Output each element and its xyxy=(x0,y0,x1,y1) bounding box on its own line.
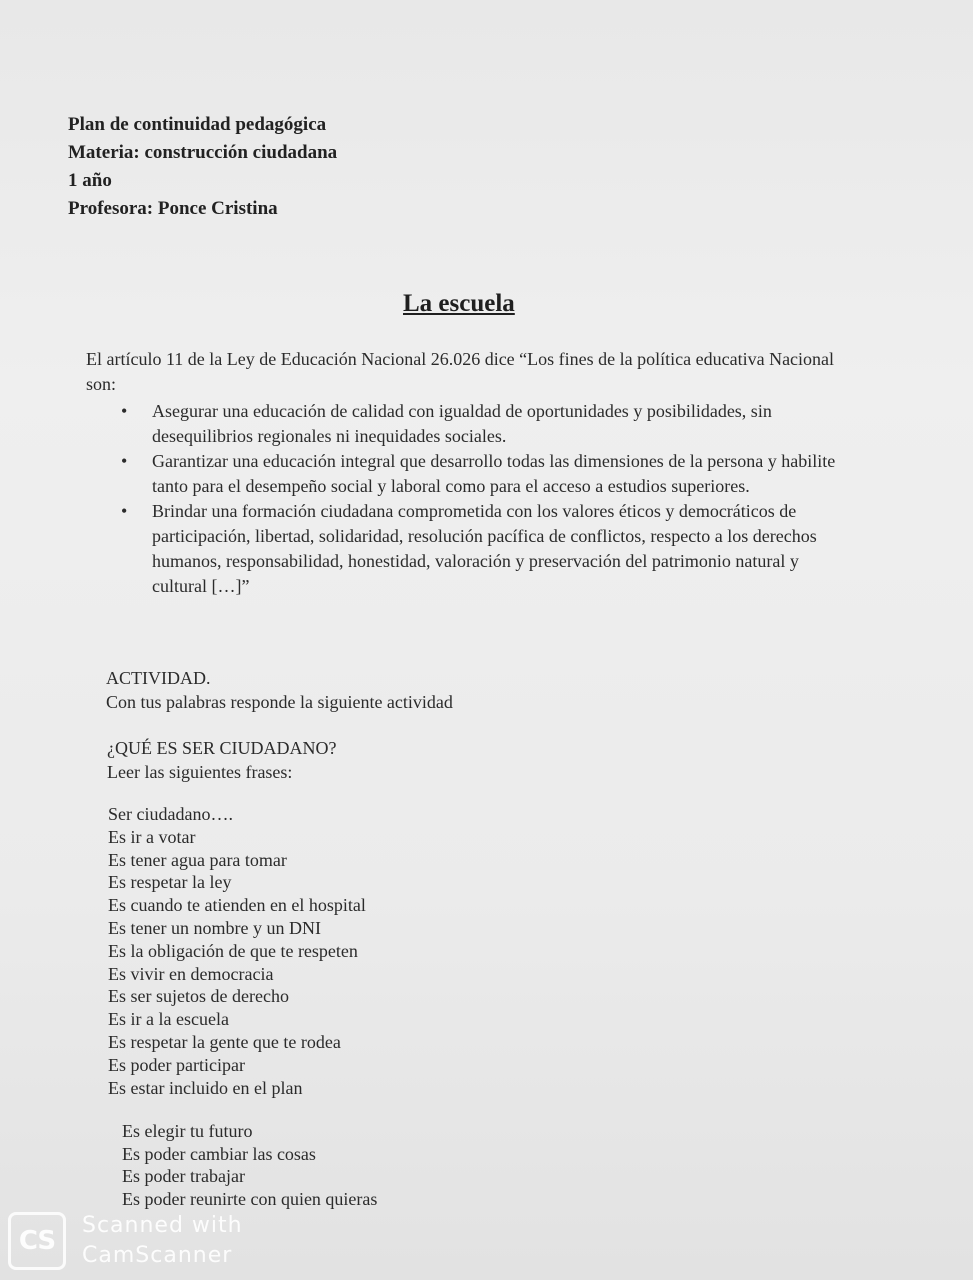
watermark-line-2: CamScanner xyxy=(82,1243,233,1268)
phrase-line: Es vivir en democracia xyxy=(108,963,274,984)
document-header xyxy=(68,111,337,223)
teacher-line: Profesora: Ponce Cristina xyxy=(68,198,278,219)
phrase-line: Es respetar la gente que te rodea xyxy=(108,1031,341,1052)
phrase-line: Es ir a la escuela xyxy=(108,1009,229,1030)
intro-paragraph: El artículo 11 de la Ley de Educación Nacional 26.026 dice “Los fines de la política educativa Nacional son: xyxy=(86,349,835,394)
list-item-text: Brindar una formación ciudadana comprometida con los valores éticos y democráticos de participación, libertad, solidaridad, resolución pacífica de conflictos, respecto a los derechos humanos, responsabilidad, honestidad, valoración y preservación del patrimonio natural y cultural […]” xyxy=(152,501,817,596)
activity-section xyxy=(106,666,453,714)
bullet-icon: • xyxy=(121,401,128,421)
phrase-line: Es poder cambiar las cosas xyxy=(122,1143,316,1164)
activity-heading: ACTIVIDAD. xyxy=(106,668,211,688)
bullet-icon: • xyxy=(121,451,128,471)
phrases-list-continued xyxy=(122,1120,377,1210)
phrase-line: Es respetar la ley xyxy=(108,872,232,893)
bullet-icon: • xyxy=(121,501,128,521)
phrase-line: Es ser sujetos de derecho xyxy=(108,986,289,1007)
phrase-line: Es poder participar xyxy=(108,1054,245,1075)
subject-line: Materia: construcción ciudadana xyxy=(68,142,338,163)
phrases-list xyxy=(108,803,366,1099)
list-item xyxy=(118,449,858,499)
camscanner-watermark xyxy=(8,1211,243,1271)
plan-title: Plan de continuidad pedagógica xyxy=(68,114,327,135)
list-item-text: Garantizar una educación integral que desarrollo todas las dimensiones de la persona y habilite tanto para el desempeño social y laboral como para el acceso a estudios superiores. xyxy=(152,451,836,496)
phrase-line: Es tener agua para tomar xyxy=(108,849,287,870)
phrase-line: Es elegir tu futuro xyxy=(122,1121,253,1141)
year-line: 1 año xyxy=(68,170,112,191)
question-heading: ¿QUÉ ES SER CIUDADANO? xyxy=(107,738,337,758)
question-instruction: Leer las siguientes frases: xyxy=(107,762,293,782)
camscanner-logo-icon: CS xyxy=(8,1212,66,1270)
list-item xyxy=(118,399,858,449)
phrase-line: Es ir a votar xyxy=(108,826,196,847)
watermark-text xyxy=(82,1211,243,1271)
page-title: La escuela xyxy=(403,290,515,317)
phrase-line: Es estar incluido en el plan xyxy=(108,1077,303,1098)
watermark-line-1: Scanned with xyxy=(82,1213,243,1238)
list-item-text: Asegurar una educación de calidad con igualdad de oportunidades y posibilidades, sin desequilibrios regionales ni inequidades sociales. xyxy=(152,401,772,446)
phrase-line: Es tener un nombre y un DNI xyxy=(108,917,321,938)
objectives-list xyxy=(118,399,858,599)
phrase-line: Es poder trabajar xyxy=(122,1166,245,1186)
activity-instruction: Con tus palabras responde la siguiente actividad xyxy=(106,692,453,712)
phrase-line: Ser ciudadano…. xyxy=(108,804,233,824)
question-section xyxy=(107,736,336,784)
phrase-line: Es cuando te atienden en el hospital xyxy=(108,895,366,916)
phrase-line: Es poder reunirte con quien quieras xyxy=(122,1188,378,1209)
phrase-line: Es la obligación de que te respeten xyxy=(108,940,358,961)
list-item xyxy=(118,499,858,599)
